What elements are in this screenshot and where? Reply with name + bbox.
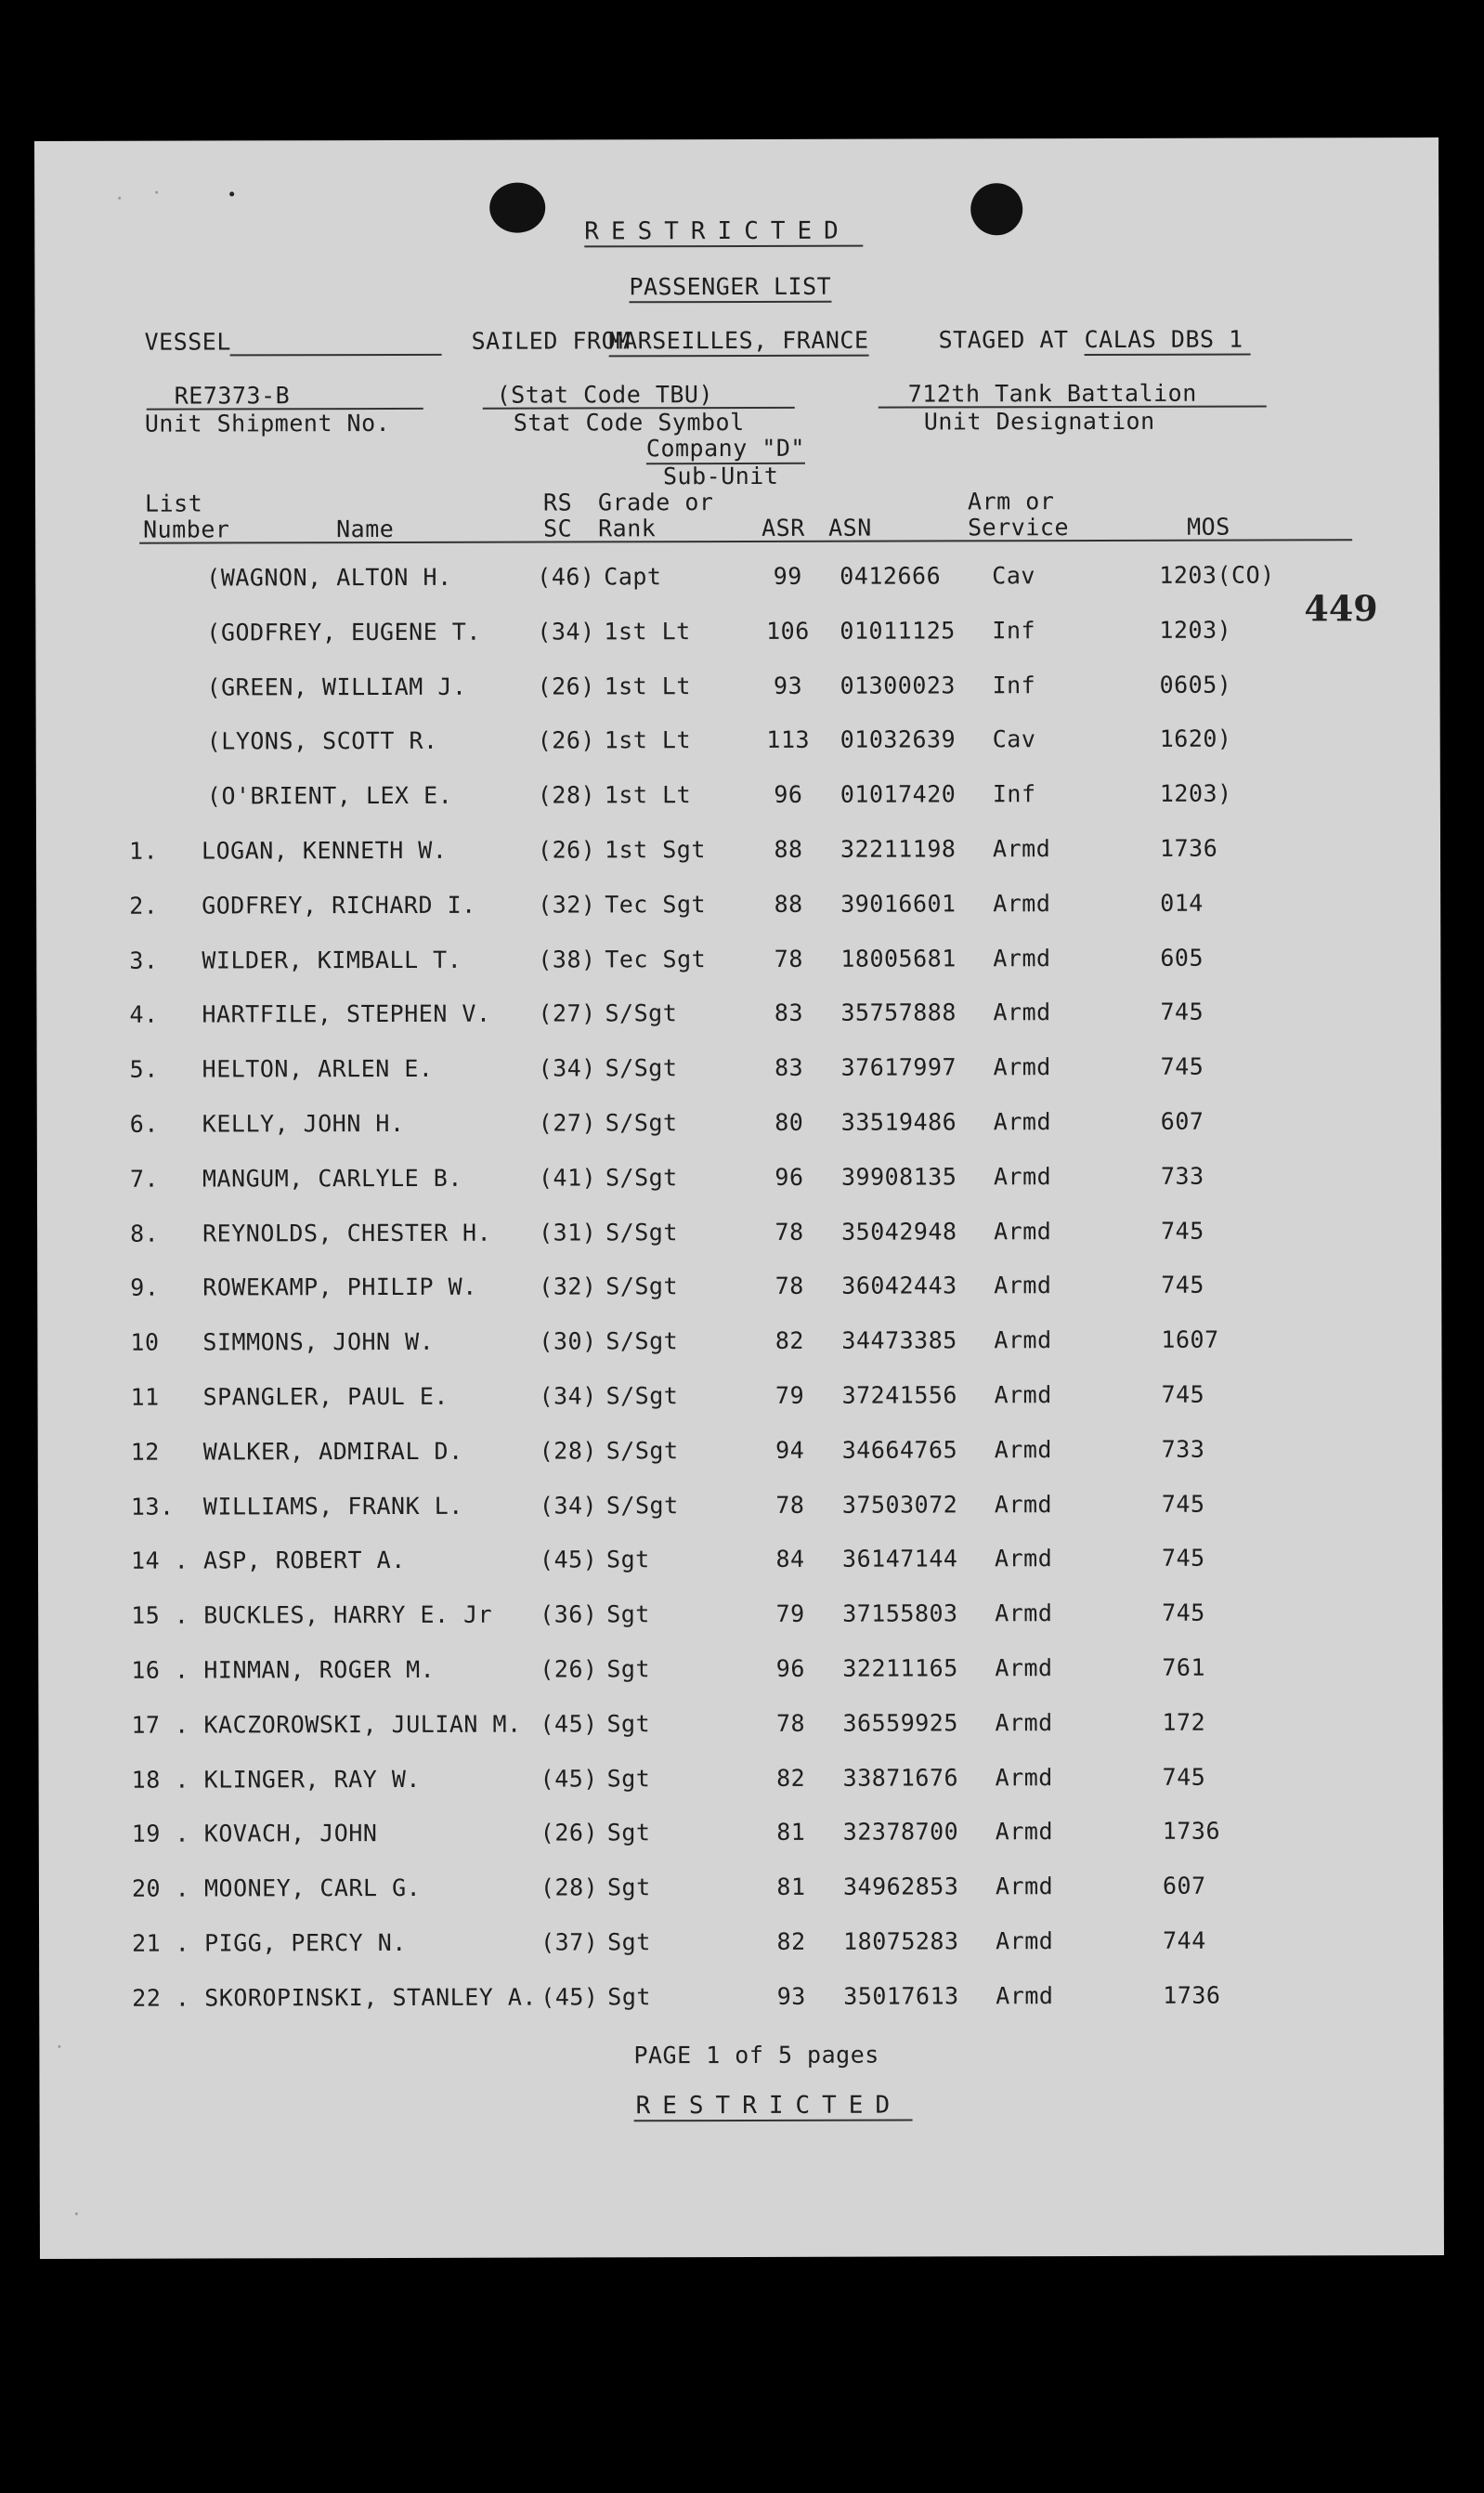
row-mos: 733 xyxy=(1160,1162,1204,1190)
row-rank: Sgt xyxy=(607,1983,651,2011)
row-arm-service: Armd xyxy=(995,1763,1053,1791)
row-name: REYNOLDS, CHESTER H. xyxy=(202,1219,492,1247)
row-asn: 32378700 xyxy=(842,1818,959,1847)
row-asr: 78 xyxy=(775,1218,804,1246)
row-number: 4. xyxy=(129,1001,159,1029)
row-arm-service: Cav xyxy=(992,725,1036,753)
page-title: PASSENGER LIST xyxy=(629,273,831,304)
row-number: 1. xyxy=(128,837,159,865)
row-rank: 1st Lt xyxy=(604,781,692,809)
row-name: (WAGNON, ALTON H. xyxy=(206,563,452,592)
row-asn: 18005681 xyxy=(840,944,957,972)
row-number: 13. xyxy=(130,1493,175,1521)
row-rs-sc: (27) xyxy=(538,999,596,1027)
row-rs-sc: (26) xyxy=(537,726,595,754)
col-arm-line1: Arm or xyxy=(967,488,1055,516)
row-name: KACZOROWSKI, JULIAN M. xyxy=(203,1710,522,1739)
row-rank: Sgt xyxy=(606,1764,651,1792)
row-arm-service: Armd xyxy=(994,1545,1053,1573)
row-mos: 1607 xyxy=(1161,1325,1219,1353)
row-asn: 01300023 xyxy=(840,671,957,699)
row-asn: 32211198 xyxy=(840,835,957,863)
row-asr: 113 xyxy=(766,726,811,754)
staged-at-label: STAGED AT xyxy=(938,326,1069,354)
row-asn: 34664765 xyxy=(841,1436,958,1464)
punch-hole-left xyxy=(489,183,545,233)
row-rs-sc: (30) xyxy=(539,1327,597,1355)
row-rs-sc: (45) xyxy=(539,1546,598,1573)
row-mos: 0605) xyxy=(1159,671,1232,698)
row-rs-sc: (26) xyxy=(540,1819,599,1847)
row-asn: 0412666 xyxy=(840,562,942,590)
col-name: Name xyxy=(336,515,395,543)
row-mos: 745 xyxy=(1162,1763,1206,1791)
row-arm-service: Armd xyxy=(995,1873,1054,1900)
row-asn: 35017613 xyxy=(843,1982,959,2010)
row-name: (O'BRIENT, LEX E. xyxy=(206,781,453,810)
row-rank: Sgt xyxy=(606,1710,651,1738)
row-asr: 106 xyxy=(766,617,810,645)
row-rs-sc: (27) xyxy=(538,1109,597,1137)
row-asn: 39908135 xyxy=(840,1163,957,1191)
row-asr: 78 xyxy=(775,1709,806,1737)
row-rank: S/Sgt xyxy=(605,1163,678,1192)
row-mos: 1203) xyxy=(1159,616,1232,644)
row-arm-service: Inf xyxy=(992,780,1036,808)
row-mos: 1736 xyxy=(1159,834,1218,862)
row-name: PIGG, PERCY N. xyxy=(204,1928,407,1957)
row-number: 17 . xyxy=(131,1711,189,1739)
speck xyxy=(155,191,158,194)
row-rs-sc: (45) xyxy=(540,1983,599,2011)
row-name: ASP, ROBERT A. xyxy=(202,1547,406,1574)
row-arm-service: Armd xyxy=(995,1599,1053,1627)
row-mos: 1736 xyxy=(1162,1818,1221,1846)
row-asn: 36147144 xyxy=(841,1545,958,1573)
row-number: 15 . xyxy=(131,1601,189,1629)
col-grade-line1: Grade or xyxy=(598,489,714,516)
row-arm-service: Armd xyxy=(994,1381,1052,1409)
row-arm-service: Armd xyxy=(993,999,1051,1026)
table-row xyxy=(36,834,1440,875)
row-asr: 78 xyxy=(775,1491,805,1519)
row-arm-service: Inf xyxy=(992,671,1036,698)
unit-value: 712th Tank Battalion xyxy=(907,379,1197,408)
table-row xyxy=(36,889,1440,930)
row-number: 8. xyxy=(130,1220,160,1247)
row-rs-sc: (28) xyxy=(539,1437,597,1465)
row-name: LOGAN, KENNETH W. xyxy=(201,836,448,865)
staged-at-value: CALAS DBS 1 xyxy=(1085,326,1251,356)
restricted-underline-top xyxy=(584,245,863,248)
row-rs-sc: (32) xyxy=(538,891,596,919)
table-row xyxy=(39,1872,1443,1912)
table-row xyxy=(38,1653,1442,1694)
row-arm-service: Cav xyxy=(992,562,1035,590)
row-arm-service: Armd xyxy=(993,1108,1052,1136)
row-rs-sc: (32) xyxy=(539,1273,597,1300)
row-rank: S/Sgt xyxy=(605,1273,679,1300)
restricted-heading-top: RESTRICTED xyxy=(584,216,851,246)
row-number: 3. xyxy=(129,946,159,974)
row-rank: S/Sgt xyxy=(605,999,678,1027)
row-asn: 33519486 xyxy=(840,1108,957,1136)
row-asn: 18075283 xyxy=(843,1927,959,1955)
row-asr: 78 xyxy=(775,1273,804,1300)
row-arm-service: Armd xyxy=(996,1927,1054,1955)
row-mos: 745 xyxy=(1161,1217,1204,1245)
row-number: 18 . xyxy=(131,1766,189,1794)
row-rs-sc: (34) xyxy=(539,1382,597,1410)
row-number: 21 . xyxy=(132,1929,190,1957)
sub-unit-value: Company "D" xyxy=(646,435,805,464)
row-rank: S/Sgt xyxy=(605,1436,679,1465)
row-asr: 82 xyxy=(775,1327,804,1355)
row-asn: 01017420 xyxy=(840,780,957,808)
stat-code-label: Stat Code Symbol xyxy=(513,408,745,437)
row-mos: 745 xyxy=(1161,1545,1205,1573)
row-rank: Tec Sgt xyxy=(605,945,707,972)
row-arm-service: Armd xyxy=(994,1490,1053,1518)
row-asn: 36042443 xyxy=(841,1272,957,1300)
table-row xyxy=(36,724,1440,765)
vessel-field-line xyxy=(230,354,442,357)
row-name: BUCKLES, HARRY E. Jr xyxy=(203,1600,493,1629)
row-asr: 79 xyxy=(775,1600,805,1628)
row-name: MANGUM, CARLYLE B. xyxy=(202,1164,462,1193)
row-number: 19 . xyxy=(131,1820,190,1848)
row-asr: 81 xyxy=(776,1819,806,1847)
row-rank: 1st Sgt xyxy=(604,836,706,864)
table-row xyxy=(39,1926,1443,1967)
col-asr: ASR xyxy=(762,514,805,542)
row-arm-service: Armd xyxy=(995,1654,1053,1682)
row-name: HARTFILE, STEPHEN V. xyxy=(202,1000,491,1028)
row-asn: 37503072 xyxy=(841,1490,958,1519)
shipment-value: RE7373-B xyxy=(174,382,291,410)
table-row xyxy=(36,998,1440,1038)
row-number: 10 xyxy=(130,1328,160,1356)
row-mos: 745 xyxy=(1160,1052,1204,1080)
row-rank: 1st Lt xyxy=(604,672,691,699)
row-asn: 37617997 xyxy=(840,1053,957,1081)
row-rank: S/Sgt xyxy=(605,1382,679,1410)
table-row xyxy=(36,671,1440,711)
row-arm-service: Armd xyxy=(994,1272,1052,1299)
row-mos: 1736 xyxy=(1163,1981,1221,2009)
row-arm-service: Armd xyxy=(993,1162,1052,1191)
sailed-from-label: SAILED FROM xyxy=(471,327,631,355)
row-mos: 607 xyxy=(1162,1872,1206,1899)
row-mos: 745 xyxy=(1161,1490,1205,1518)
row-rs-sc: (26) xyxy=(537,836,596,864)
row-mos: 745 xyxy=(1161,1272,1204,1299)
vessel-label: VESSEL xyxy=(144,328,231,356)
row-asn: 32211165 xyxy=(842,1654,958,1682)
row-arm-service: Armd xyxy=(996,1981,1054,2010)
shipment-label: Unit Shipment No. xyxy=(144,409,391,437)
row-arm-service: Armd xyxy=(992,835,1051,863)
row-asr: 83 xyxy=(774,999,804,1027)
row-number: 2. xyxy=(129,892,159,920)
row-number: 5. xyxy=(129,1055,159,1083)
row-number: 11 xyxy=(130,1383,160,1411)
col-arm-line2: Service xyxy=(968,514,1070,542)
row-asr: 83 xyxy=(775,1054,804,1082)
row-rank: Capt xyxy=(604,563,662,591)
unit-label: Unit Designation xyxy=(923,407,1155,436)
row-asr: 82 xyxy=(776,1927,806,1955)
row-asr: 78 xyxy=(774,945,803,972)
row-number: 7. xyxy=(129,1165,160,1193)
table-row xyxy=(37,1271,1441,1312)
row-asn: 37241556 xyxy=(841,1381,958,1409)
table-row xyxy=(37,1162,1441,1203)
table-row xyxy=(37,1052,1441,1093)
row-rs-sc: (38) xyxy=(538,945,596,973)
row-asr: 81 xyxy=(776,1873,806,1901)
row-asn: 35042948 xyxy=(841,1217,957,1246)
row-asn: 34473385 xyxy=(841,1326,957,1354)
table-row xyxy=(38,1599,1442,1639)
row-number: 9. xyxy=(130,1274,160,1302)
speck xyxy=(118,197,121,200)
restricted-underline-bottom xyxy=(634,2120,913,2122)
row-mos: 1620) xyxy=(1159,725,1232,753)
col-mos: MOS xyxy=(1187,513,1230,541)
table-row xyxy=(39,1981,1443,2022)
row-name: MOONEY, CARL G. xyxy=(203,1874,422,1902)
row-asr: 99 xyxy=(773,562,802,590)
row-rank: S/Sgt xyxy=(605,1491,679,1519)
row-number: 14 . xyxy=(130,1547,189,1575)
row-asr: 79 xyxy=(775,1381,805,1409)
row-asn: 33871676 xyxy=(842,1763,959,1792)
row-rs-sc: (26) xyxy=(540,1655,598,1683)
row-asr: 93 xyxy=(773,672,803,699)
row-rank: Sgt xyxy=(605,1546,650,1573)
row-asn: 01011125 xyxy=(840,617,956,645)
row-arm-service: Inf xyxy=(992,616,1036,645)
row-arm-service: Armd xyxy=(995,1708,1053,1737)
table-row xyxy=(39,1817,1443,1858)
row-asr: 80 xyxy=(775,1108,804,1136)
row-arm-service: Armd xyxy=(993,944,1051,972)
row-rs-sc: (45) xyxy=(540,1764,598,1793)
row-arm-service: Armd xyxy=(994,1217,1052,1245)
row-mos: 014 xyxy=(1160,889,1204,917)
row-asr: 96 xyxy=(775,1163,804,1191)
row-name: SKOROPINSKI, STANLEY A. xyxy=(204,1983,537,2012)
row-mos: 745 xyxy=(1160,999,1204,1026)
row-mos: 733 xyxy=(1161,1435,1205,1463)
row-mos: 745 xyxy=(1161,1380,1205,1408)
row-rs-sc: (45) xyxy=(540,1710,598,1738)
col-list-line2: Number xyxy=(143,516,230,543)
row-name: WILLIAMS, FRANK L. xyxy=(202,1492,463,1521)
row-rank: S/Sgt xyxy=(605,1054,678,1082)
row-arm-service: Armd xyxy=(994,1326,1052,1354)
row-arm-service: Armd xyxy=(994,1435,1052,1464)
row-asr: 82 xyxy=(776,1764,806,1792)
header-rule xyxy=(139,539,1352,543)
row-asn: 37155803 xyxy=(842,1599,958,1627)
row-arm-service: Armd xyxy=(993,1053,1051,1081)
row-name: KELLY, JOHN H. xyxy=(202,1109,405,1138)
row-asn: 34962853 xyxy=(842,1873,959,1900)
row-name: HELTON, ARLEN E. xyxy=(202,1055,434,1083)
col-list-line1: List xyxy=(145,489,203,517)
row-mos: 605 xyxy=(1160,944,1204,972)
row-mos: 1203(CO) xyxy=(1159,561,1275,589)
row-rank: Sgt xyxy=(606,1655,651,1683)
table-row xyxy=(37,1325,1441,1366)
row-name: ROWEKAMP, PHILIP W. xyxy=(202,1273,477,1301)
row-rs-sc: (31) xyxy=(539,1218,597,1246)
table-row xyxy=(38,1435,1442,1476)
row-asr: 96 xyxy=(775,1654,805,1682)
sub-unit-label: Sub-Unit xyxy=(662,462,779,490)
row-asr: 88 xyxy=(774,890,803,918)
page-count: PAGE 1 of 5 pages xyxy=(633,2041,879,2069)
row-asn: 36559925 xyxy=(842,1709,958,1737)
table-row xyxy=(38,1490,1442,1531)
row-asr: 88 xyxy=(774,835,803,863)
speck xyxy=(75,2212,78,2215)
table-row xyxy=(37,1217,1441,1258)
row-rank: Sgt xyxy=(606,1873,651,1901)
table-row xyxy=(38,1708,1442,1749)
row-mos: 1203) xyxy=(1159,779,1232,808)
row-number: 16 . xyxy=(131,1656,189,1684)
speck xyxy=(58,2045,60,2048)
table-row xyxy=(38,1380,1442,1421)
col-rs-line2: SC xyxy=(543,515,573,542)
row-name: WILDER, KIMBALL T. xyxy=(202,946,462,974)
row-name: SIMMONS, JOHN W. xyxy=(202,1328,435,1356)
row-mos: 761 xyxy=(1162,1653,1206,1681)
table-row xyxy=(35,616,1439,657)
row-number: 20 . xyxy=(131,1874,190,1902)
row-number: 6. xyxy=(129,1110,159,1138)
speck xyxy=(229,191,234,196)
row-asr: 93 xyxy=(776,1982,806,2010)
row-name: GODFREY, RICHARD I. xyxy=(202,891,476,920)
table-row xyxy=(36,779,1440,820)
col-asn: ASN xyxy=(828,514,872,542)
table-row xyxy=(39,1763,1443,1804)
row-name: (GREEN, WILLIAM J. xyxy=(206,672,467,701)
row-rs-sc: (34) xyxy=(539,1491,598,1520)
row-mos: 744 xyxy=(1163,1926,1206,1954)
row-mos: 172 xyxy=(1162,1708,1206,1736)
row-name: KOVACH, JOHN xyxy=(203,1820,378,1847)
row-name: HINMAN, ROGER M. xyxy=(203,1655,436,1684)
row-rs-sc: (41) xyxy=(538,1164,597,1192)
row-rank: Sgt xyxy=(606,1819,651,1847)
row-rank: Tec Sgt xyxy=(605,890,707,919)
row-asn: 01032639 xyxy=(840,725,957,754)
row-asr: 96 xyxy=(774,781,803,809)
row-arm-service: Armd xyxy=(993,889,1051,918)
row-asr: 84 xyxy=(775,1546,805,1573)
row-number: 12 xyxy=(130,1438,160,1466)
row-rs-sc: (28) xyxy=(537,781,596,809)
row-name: KLINGER, RAY W. xyxy=(203,1765,421,1794)
row-rs-sc: (26) xyxy=(537,672,595,700)
row-rs-sc: (46) xyxy=(537,563,595,591)
row-asr: 94 xyxy=(775,1436,805,1464)
row-rank: 1st Lt xyxy=(604,726,692,754)
row-rank: Sgt xyxy=(607,1928,651,1956)
restricted-heading-bottom: RESTRICTED xyxy=(635,2091,903,2121)
row-name: (GODFREY, EUGENE T. xyxy=(206,618,481,646)
row-name: (LYONS, SCOTT R. xyxy=(206,727,438,755)
row-rank: S/Sgt xyxy=(605,1327,679,1355)
table-row xyxy=(37,1107,1441,1148)
row-name: WALKER, ADMIRAL D. xyxy=(202,1437,463,1466)
table-row xyxy=(36,944,1440,985)
row-arm-service: Armd xyxy=(995,1818,1054,1846)
col-rs-line1: RS xyxy=(543,489,573,516)
row-rs-sc: (34) xyxy=(538,1054,596,1082)
row-mos: 745 xyxy=(1162,1599,1205,1626)
punch-hole-right xyxy=(970,183,1022,235)
row-rank: Sgt xyxy=(606,1600,650,1628)
document-page xyxy=(34,137,1444,2259)
row-rs-sc: (36) xyxy=(540,1600,598,1628)
sailed-from-value: MARSEILLES, FRANCE xyxy=(609,327,869,358)
row-rank: S/Sgt xyxy=(605,1109,678,1137)
row-asn: 35757888 xyxy=(840,999,957,1027)
row-rank: 1st Lt xyxy=(604,617,691,646)
row-rs-sc: (28) xyxy=(540,1873,599,1901)
table-row xyxy=(38,1544,1442,1585)
col-grade-line2: Rank xyxy=(598,515,657,542)
table-row xyxy=(35,561,1439,602)
row-number: 22 . xyxy=(132,1984,190,2012)
row-rank: S/Sgt xyxy=(605,1218,678,1246)
row-rs-sc: (37) xyxy=(540,1928,599,1956)
page-number-stamp: 449 xyxy=(1304,587,1378,630)
stat-code-value: (Stat Code TBU) xyxy=(496,381,714,409)
row-mos: 607 xyxy=(1160,1107,1204,1135)
row-rs-sc: (34) xyxy=(537,618,595,646)
row-asn: 39016601 xyxy=(840,890,957,918)
row-name: SPANGLER, PAUL E. xyxy=(202,1382,449,1411)
